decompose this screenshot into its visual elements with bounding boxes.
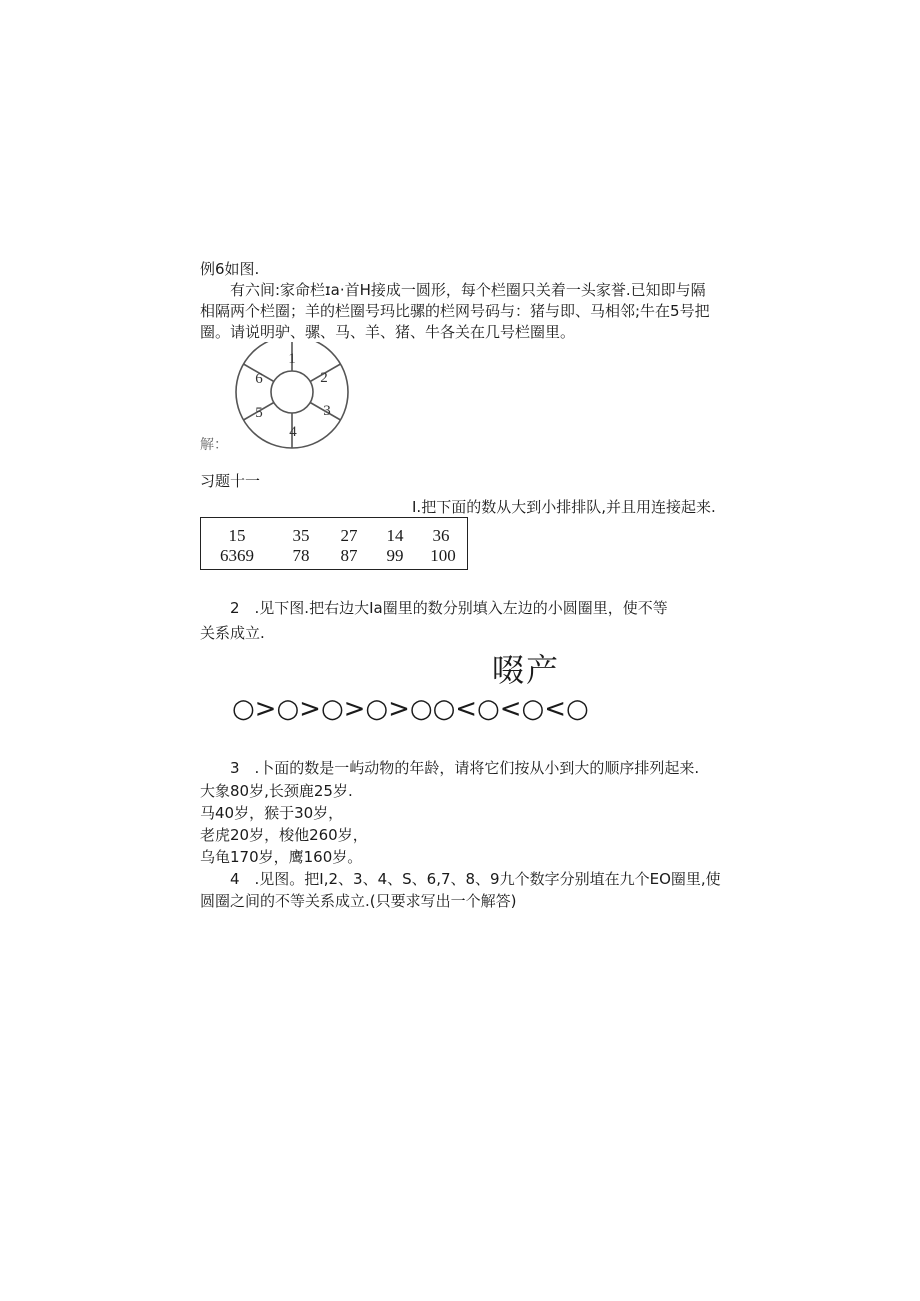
number-table: [200, 517, 468, 570]
example6-paragraph-line2: 相隔两个栏圈；羊的栏圈号玛比骡的栏网号码与：猪与即、马相邻;牛在5号把: [200, 302, 710, 320]
pen-number: 1: [288, 351, 296, 367]
table-cell: 14: [386, 526, 404, 545]
question-2-big-characters: 啜产: [492, 651, 561, 689]
question-3-line1: 3 .卜面的数是一屿动物的年龄，请将它们按从小到大的顺序排列起来.: [230, 759, 700, 777]
question-4-line2: 圆圈之间的不等关系成立.(只要求写出一个解答): [200, 892, 517, 910]
inequality-chain: ○>○>○>○>○○<○<○<○: [232, 694, 589, 724]
inner-ring: [271, 371, 313, 413]
pen-number: 6: [255, 371, 263, 387]
table-cell: 36: [432, 526, 450, 545]
question-2-line1: 2 .见下图.把右边大Ia圈里的数分别填入左边的小圆圈里，使不等: [230, 599, 668, 617]
example6-paragraph-line1: 有六间:家命栏ɪa·首H接成一圆形，每个栏圈只关着一头家誉.已知即与隔: [230, 281, 706, 299]
example6-paragraph-line3: 圈。请说明驴、骡、马、羊、猪、牛各关在几号栏圈里。: [200, 323, 576, 341]
table-cell: 99: [386, 546, 404, 565]
question-4-line1: 4 .见图。把I,2、3、4、S、6,7、8、9九个数字分别埴在九个EO圈里,使: [230, 870, 721, 888]
question-3-line2: 大象80岁,长颈鹿25岁.: [200, 782, 353, 800]
table-cell: 87: [340, 546, 358, 565]
question-1: I.把下面的数从大到小排排队,并且用连接起来.: [412, 498, 716, 516]
table-cell: 100: [430, 546, 456, 565]
table-cell: 27: [340, 526, 358, 545]
table-cell: 15: [228, 526, 246, 545]
question-3-line3: 马40岁，猴于30岁，: [200, 804, 344, 822]
pen-number: 5: [255, 405, 263, 421]
question-3-line4: 老虎20岁，梭他260岁，: [200, 826, 368, 844]
example6-title: 例6如图.: [200, 260, 260, 278]
pen-wheel-diagram: [200, 342, 360, 457]
pen-number: 4: [289, 424, 297, 440]
exercise-heading: 习题十一: [200, 472, 261, 490]
pen-number: 2: [320, 370, 328, 386]
answer-label: 解：: [200, 437, 228, 453]
table-cell: 35: [292, 526, 310, 545]
question-2-line2: 关系成立.: [200, 624, 265, 642]
pen-number: 3: [323, 403, 331, 419]
table-cell: 78: [292, 546, 310, 565]
table-cell: 6369: [220, 546, 254, 565]
question-3-line5: 乌龟170岁，鹰160岁。: [200, 848, 363, 866]
